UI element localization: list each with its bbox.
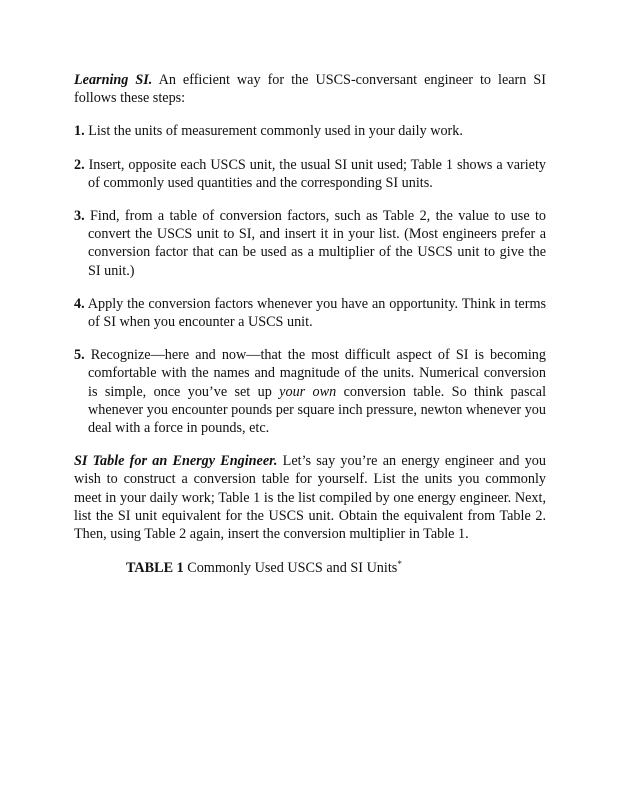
energy-text: Let’s say you’re an energy engineer and you wish to construct a conversion table for yourself. List the units you commonly meet in your daily work; Table 1 is the list compiled by one energy engineer. Next, list the SI unit equivalent for the USCS unit. Obtain the equivalent from Table 2. Then, using Table 2 again, insert the conversion multiplier in Table 1. — [74, 453, 546, 543]
step-text: Recognize—here and now—that the most difficult aspect of SI is becoming comfortable with the names and magnitude of the units. Numerical conversion is simple, once you’ve set up — [84, 347, 546, 400]
step-number: 4. — [74, 295, 85, 312]
table-title: Commonly Used USCS and SI Units — [183, 560, 398, 577]
energy-heading: SI Table for an Energy Engineer. — [74, 453, 278, 470]
step-text: Apply the conversion factors whenever you have an opportunity. Think in terms of SI when you encounter a USCS unit. — [84, 295, 546, 331]
energy-engineer-paragraph — [74, 452, 546, 543]
text-column — [74, 71, 546, 577]
intro-heading: Learning SI. — [74, 72, 153, 88]
step-number: 1. — [74, 123, 85, 140]
step-text: Insert, opposite each USCS unit, the usual SI unit used; Table 1 shows a variety of commonly used quantities and the corresponding SI units. — [84, 156, 546, 191]
step-4 — [74, 295, 546, 331]
step-number: 5. — [74, 347, 85, 364]
step-text: Find, from a table of conversion factors, such as Table 2, the value to use to convert the USCS unit to SI, and insert it in your list. (Most engineers prefer a conversion factor that can be used as a multiplier of the USCS unit to give the SI unit.) — [84, 208, 546, 279]
intro-text: An efficient way for the USCS-conversant engineer to learn SI follows these steps: — [74, 72, 546, 107]
table-caption — [74, 559, 546, 577]
step-number: 3. — [74, 208, 85, 225]
emphasis-text: your own — [279, 383, 337, 400]
step-number: 2. — [74, 156, 85, 173]
step-1 — [74, 122, 546, 140]
intro-paragraph — [74, 71, 546, 107]
footnote-mark: * — [397, 559, 402, 570]
step-5 — [74, 346, 546, 437]
step-2 — [74, 156, 546, 192]
step-text: conversion table. So think pascal whenever you encounter pounds per square inch pressure, newton whenever you deal with a force in pounds, etc. — [88, 383, 547, 437]
step-text: List the units of measurement commonly used in your daily work. — [84, 123, 463, 140]
table-label: TABLE 1 — [126, 560, 184, 577]
step-3 — [74, 207, 546, 280]
